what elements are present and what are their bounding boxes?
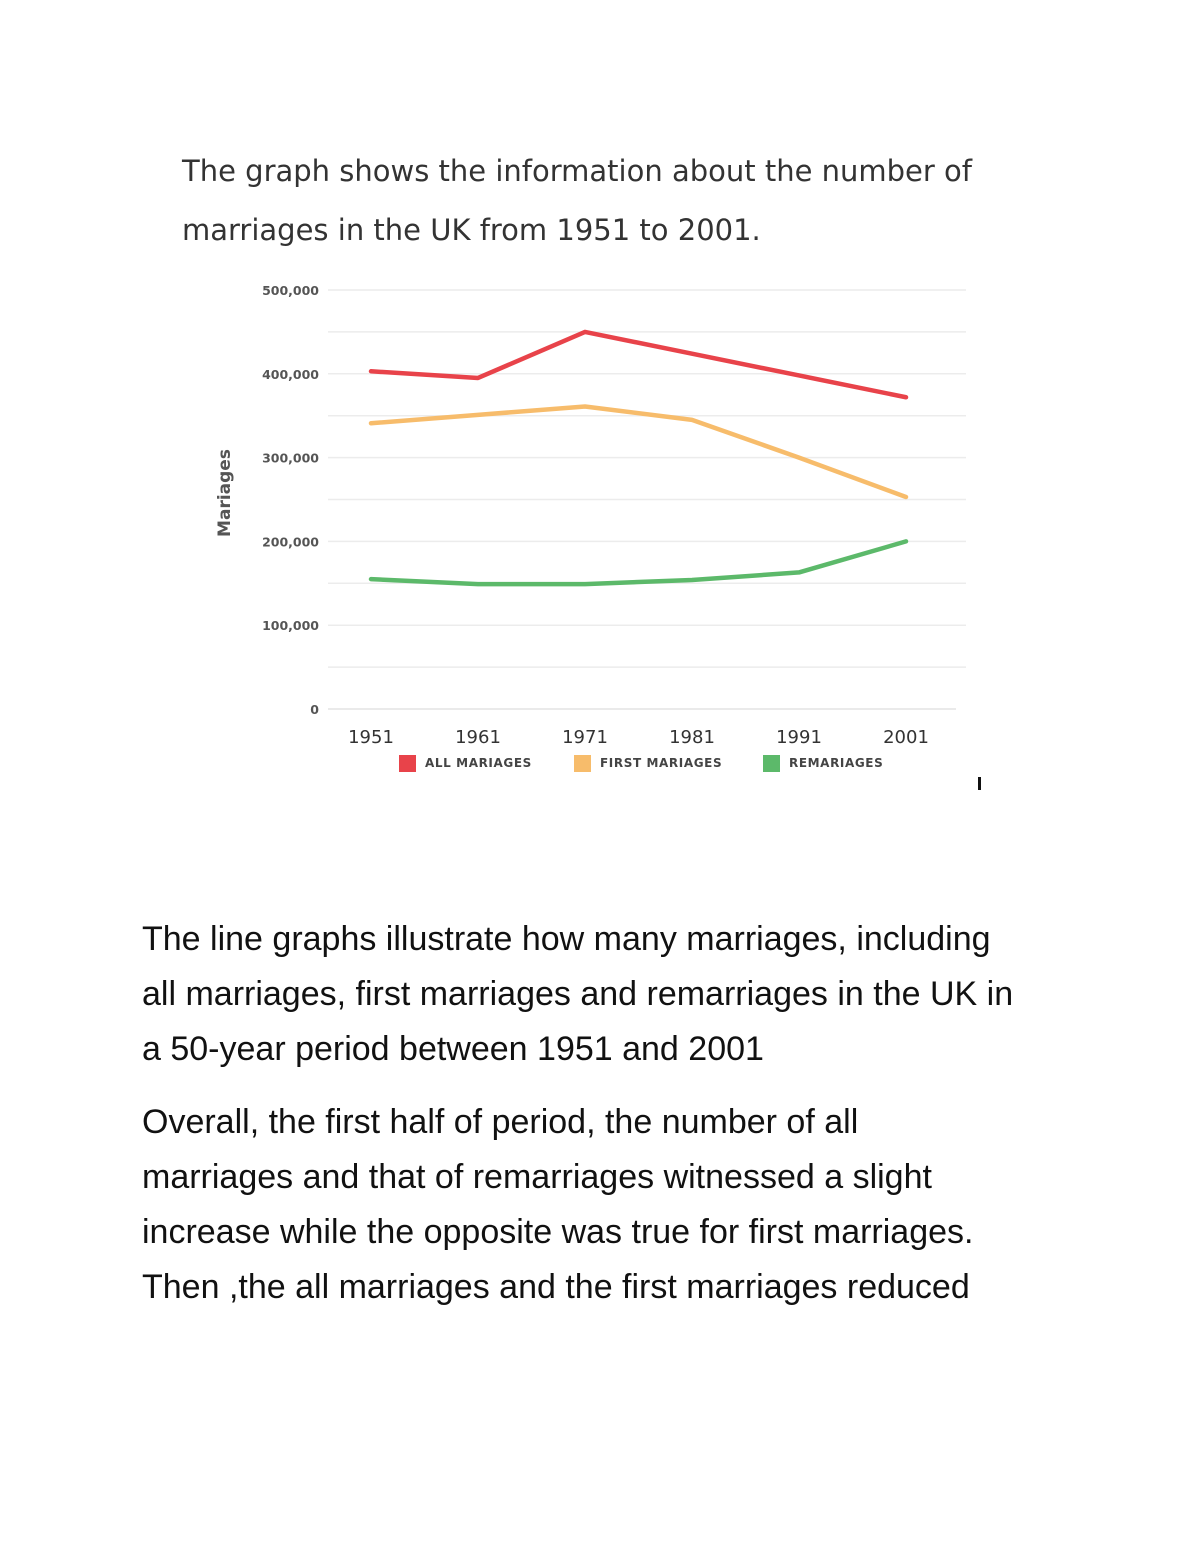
y-tick-label: 200,000 bbox=[262, 534, 319, 550]
essay-paragraph-2 bbox=[142, 1095, 1082, 1315]
x-axis-ticks bbox=[348, 727, 929, 748]
y-tick-label: 0 bbox=[310, 702, 319, 717]
essay-paragraph-1 bbox=[142, 912, 1082, 1077]
text-cursor-mark bbox=[978, 777, 981, 790]
essay-line: marriages and that of remarriages witnessed a slight bbox=[142, 1158, 932, 1196]
y-tick-label: 300,000 bbox=[262, 450, 319, 466]
essay-text bbox=[142, 912, 1082, 1333]
y-tick-label: 500,000 bbox=[262, 283, 319, 298]
legend-swatch bbox=[399, 755, 416, 772]
legend-label: REMARIAGES bbox=[789, 756, 884, 770]
essay-line: The line graphs illustrate how many marriages, including bbox=[142, 920, 991, 958]
series-line bbox=[371, 406, 906, 497]
legend-swatch bbox=[763, 755, 780, 772]
grid-layer bbox=[328, 290, 966, 709]
legend bbox=[399, 755, 883, 772]
x-tick-label: 1971 bbox=[562, 727, 608, 748]
essay-line: Overall, the first half of period, the number of all bbox=[142, 1103, 859, 1141]
y-axis-label: Mariages bbox=[215, 449, 235, 537]
legend-label: FIRST MARIAGES bbox=[600, 756, 723, 770]
x-tick-label: 1981 bbox=[669, 727, 715, 748]
legend-swatch bbox=[574, 755, 591, 772]
x-tick-label: 2001 bbox=[883, 727, 929, 748]
y-axis-ticks bbox=[262, 283, 319, 717]
y-tick-label: 400,000 bbox=[262, 366, 319, 382]
essay-line: increase while the opposite was true for first marriages. bbox=[142, 1213, 974, 1251]
x-tick-label: 1961 bbox=[455, 727, 501, 748]
legend-label: ALL MARIAGES bbox=[425, 756, 532, 770]
caption-line-2: marriages in the UK from 1951 to 2001. bbox=[182, 213, 761, 247]
series-line bbox=[371, 332, 906, 397]
caption-line-1: The graph shows the information about the number of bbox=[182, 154, 972, 188]
series-line bbox=[371, 541, 906, 584]
y-tick-label: 100,000 bbox=[262, 618, 319, 634]
essay-line: a 50-year period between 1951 and 2001 bbox=[142, 1030, 764, 1068]
x-tick-label: 1951 bbox=[348, 727, 394, 748]
x-tick-label: 1991 bbox=[776, 727, 822, 748]
essay-line: all marriages, first marriages and remarriages in the UK in bbox=[142, 975, 1014, 1013]
essay-line: Then ,the all marriages and the first marriages reduced bbox=[142, 1268, 970, 1306]
